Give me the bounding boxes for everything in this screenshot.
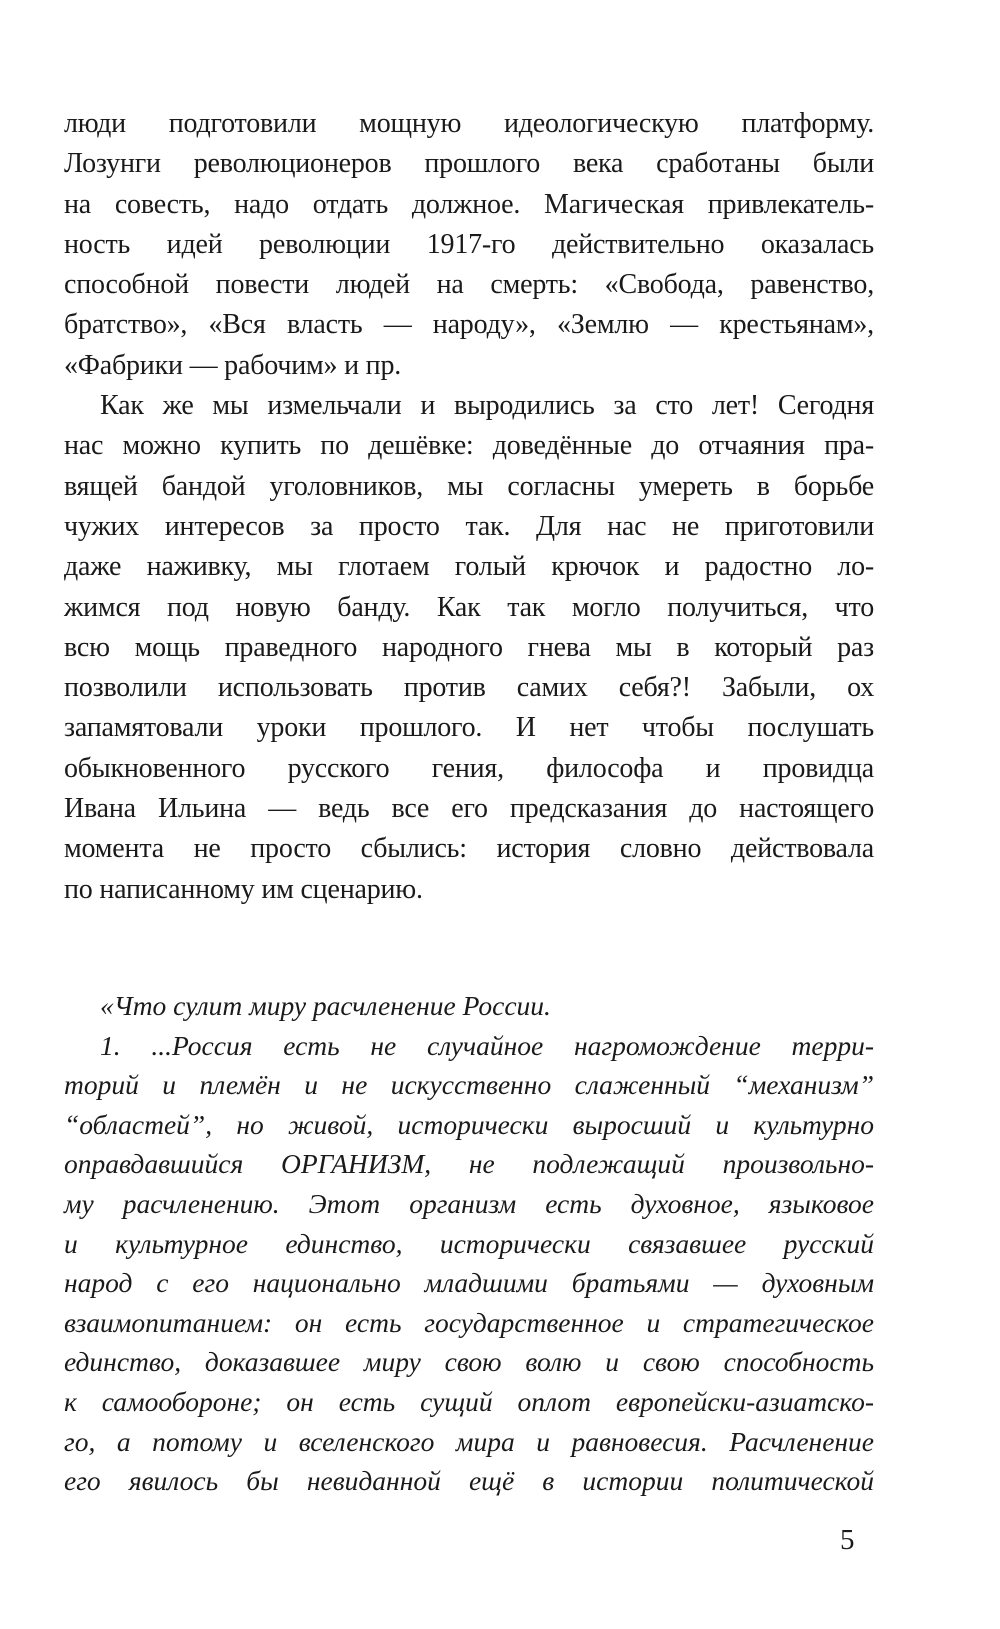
text-line: на совесть, надо отдать должное. Магическая привлекатель- — [64, 188, 874, 220]
paragraph-start-line: Как же мы измельчали и выродились за сто лет! Сегодня — [100, 390, 874, 422]
quote-line: му расчленению. Этот организм есть духовное, языковое — [64, 1187, 874, 1219]
text-line: чужих интересов за просто так. Для нас не приготовили — [64, 510, 874, 542]
quote-line: 1. ...Россия есть не случайное нагромождение терри- — [100, 1029, 874, 1061]
text-line: запамятовали уроки прошлого. И нет чтобы послушать — [64, 712, 874, 744]
quote-line: и культурное единство, исторически связавшее русский — [64, 1227, 874, 1259]
text-line: даже наживку, мы глотаем голый крючок и радостно ло- — [64, 551, 874, 583]
quote-title-line: «Что сулит миру расчленение России. — [100, 990, 551, 1021]
text-line: момента не просто сбылись: история словно действовала — [64, 833, 874, 865]
quote-line: го, а потому и вселенского мира и равновесия. Расчленение — [64, 1425, 874, 1457]
quote-line: оправдавшийся ОРГАНИЗМ, не подлежащий произвольно- — [64, 1148, 874, 1180]
text-line: ность идей революции 1917-го действительно оказалась — [64, 228, 874, 260]
quote-line: взаимопитанием: он есть государственное и стратегическое — [64, 1306, 874, 1338]
quote-line: “областей”, но живой, исторически выросший и культурно — [64, 1108, 874, 1140]
text-line: способной повести людей на смерть: «Свобода, равенство, — [64, 269, 874, 301]
text-line: братство», «Вся власть — народу», «Землю — крестьянам», — [64, 309, 874, 341]
text-line: вящей бандой уголовников, мы согласны умереть в борьбе — [64, 470, 874, 502]
text-line: позволили использовать против самих себя?! Забыли, ох — [64, 672, 874, 704]
page-number: 5 — [840, 1524, 855, 1556]
quote-line: торий и племён и не искусственно слаженный “механизм” — [64, 1069, 874, 1101]
text-line: Лозунги революционеров прошлого века сработаны были — [64, 148, 874, 180]
text-line: люди подготовили мощную идеологическую платформу. — [64, 108, 874, 139]
ilyin-quote — [64, 986, 874, 1501]
quote-line: народ с его национально младшими братьями — духовным — [64, 1267, 874, 1299]
main-text — [64, 104, 874, 910]
text-line: обыкновенного русского гения, философа и провидца — [64, 752, 874, 784]
quote-line: единство, доказавшее миру свою волю и свою способность — [64, 1346, 874, 1378]
quote-line: к самообороне; он есть сущий оплот европейски-азиатско- — [64, 1385, 874, 1417]
text-line: Ивана Ильина — ведь все его предсказания до настоящего — [64, 793, 874, 825]
text-line: по написанному им сценарию. — [64, 873, 423, 905]
text-line: всю мощь праведного народного гнева мы в который раз — [64, 631, 874, 663]
text-line: «Фабрики — рабочим» и пр. — [64, 349, 402, 381]
text-line: жимся под новую банду. Как так могло получиться, что — [64, 591, 874, 623]
quote-line: его явилось бы невиданной ещё в истории политической — [64, 1465, 874, 1497]
text-line: нас можно купить по дешёвке: доведённые до отчаяния пра- — [64, 430, 874, 462]
